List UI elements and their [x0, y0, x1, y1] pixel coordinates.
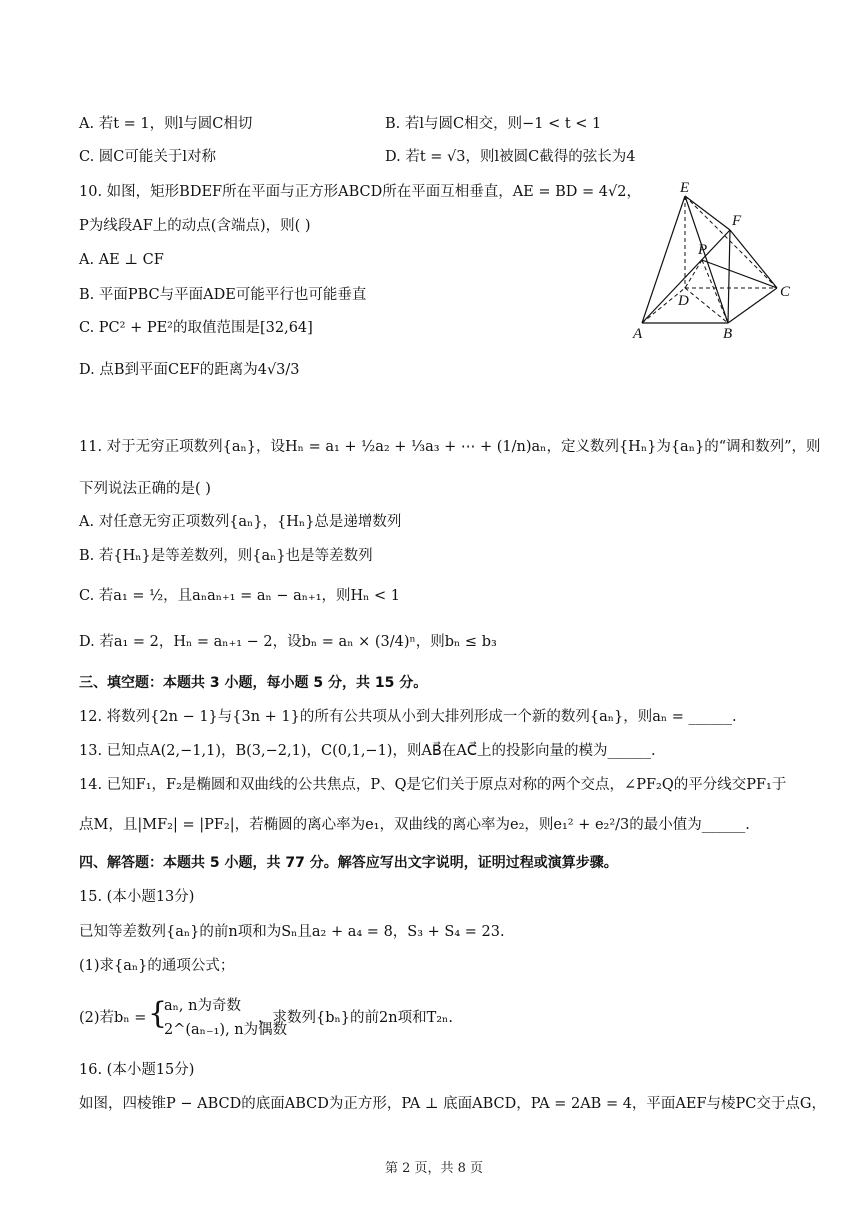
label-d: D: [678, 293, 689, 309]
page-footer: 第 2 页，共 8 页: [384, 1161, 484, 1176]
label-c: C: [780, 284, 791, 300]
q11-option-d: D. 若a₁ = 2，Hₙ = aₙ₊₁ − 2，设bₙ = aₙ × (3/4)ⁿ，则bₙ ≤ b₃: [79, 634, 497, 650]
label-a: A: [633, 326, 643, 342]
q15-part1: (1)求{aₙ}的通项公式；: [79, 958, 235, 974]
q14-line2: 点M，且|MF₂| = |PF₂|，若椭圆的离心率为e₁，双曲线的离心率为e₂，则e₁² + e₂²/3的最小值为______.: [79, 817, 750, 833]
label-e: E: [680, 180, 690, 196]
q15-part2-suffix: ，求数列{bₙ}的前2n项和T₂ₙ.: [258, 1010, 453, 1026]
q15-case-brace: {: [148, 996, 168, 1031]
q10-option-d: D. 点B到平面CEF的距离为4√3/3: [79, 362, 300, 378]
q11-option-c: C. 若a₁ = ½，且aₙaₙ₊₁ = aₙ − aₙ₊₁，则Hₙ < 1: [79, 588, 401, 604]
q10-stem-line2: P为线段AF上的动点(含端点)，则( ): [79, 218, 311, 234]
q14-line1: 14. 已知F₁，F₂是椭圆和双曲线的公共焦点，P、Q是它们关于原点对称的两个交点，∠PF₂Q的平分线交PF₁于: [79, 777, 787, 793]
q10-geometry-figure: [630, 178, 800, 343]
q15-part2-prefix: (2)若bₙ =: [79, 1010, 147, 1026]
q11-stem-line1: 11. 对于无穷正项数列{aₙ}，设Hₙ = a₁ + ½a₂ + ⅓a₃ + ⋯ + (1/n)aₙ，定义数列{Hₙ}为{aₙ}的“调和数列”，则: [79, 439, 821, 455]
q9-option-b: B. 若l与圆C相交，则−1 < t < 1: [385, 116, 602, 132]
section-fill-in-header: 三、填空题：本题共 3 小题，每小题 5 分，共 15 分。: [79, 675, 428, 691]
q16-stem: 如图，四棱锥P − ABCD的底面ABCD为正方形，PA ⊥ 底面ABCD，PA = 2AB = 4，平面AEF与棱PC交于点G，: [79, 1096, 826, 1112]
q11-option-a: A. 对任意无穷正项数列{aₙ}，{Hₙ}总是递增数列: [79, 514, 402, 530]
q15-stem: 已知等差数列{aₙ}的前n项和为Sₙ且a₂ + a₄ = 8，S₃ + S₄ = 23.: [79, 924, 505, 940]
q12-text: 12. 将数列{2n − 1}与{3n + 1}的所有公共项从小到大排列形成一个新的数列{aₙ}，则aₙ = ______.: [79, 709, 737, 725]
section-solutions-header: 四、解答题：本题共 5 小题，共 77 分。解答应写出文字说明，证明过程或演算步骤。: [79, 855, 618, 871]
q16-title: 16. (本小题15分): [79, 1062, 195, 1078]
q15-case-even: 2^(aₙ₋₁), n为偶数: [164, 1022, 288, 1038]
label-b: B: [723, 326, 733, 342]
prism-diagram: [630, 178, 800, 343]
q15-title: 15. (本小题13分): [79, 889, 195, 905]
label-f: F: [732, 213, 742, 229]
q9-option-d: D. 若t = √3，则l被圆C截得的弦长为4: [385, 149, 636, 165]
q10-option-c: C. PC² + PE²的取值范围是[32,64]: [79, 320, 313, 336]
label-p: P: [698, 242, 708, 258]
q10-stem-line1: 10. 如图，矩形BDEF所在平面与正方形ABCD所在平面互相垂直，AE = BD = 4√2，: [79, 184, 641, 200]
q10-option-b: B. 平面PBC与平面ADE可能平行也可能垂直: [79, 287, 367, 303]
q11-stem-line2: 下列说法正确的是( ): [79, 481, 211, 497]
q15-case-odd: aₙ, n为奇数: [164, 998, 241, 1014]
q9-option-a: A. 若t = 1，则l与圆C相切: [79, 116, 253, 132]
q9-option-c: C. 圆C可能关于l对称: [79, 149, 217, 165]
q11-option-b: B. 若{Hₙ}是等差数列，则{aₙ}也是等差数列: [79, 548, 373, 564]
q13-text: 13. 已知点A(2,−1,1)，B(3,−2,1)，C(0,1,−1)，则AB⃗在AC⃗上的投影向量的模为______.: [79, 743, 656, 759]
q10-option-a: A. AE ⊥ CF: [79, 252, 164, 268]
